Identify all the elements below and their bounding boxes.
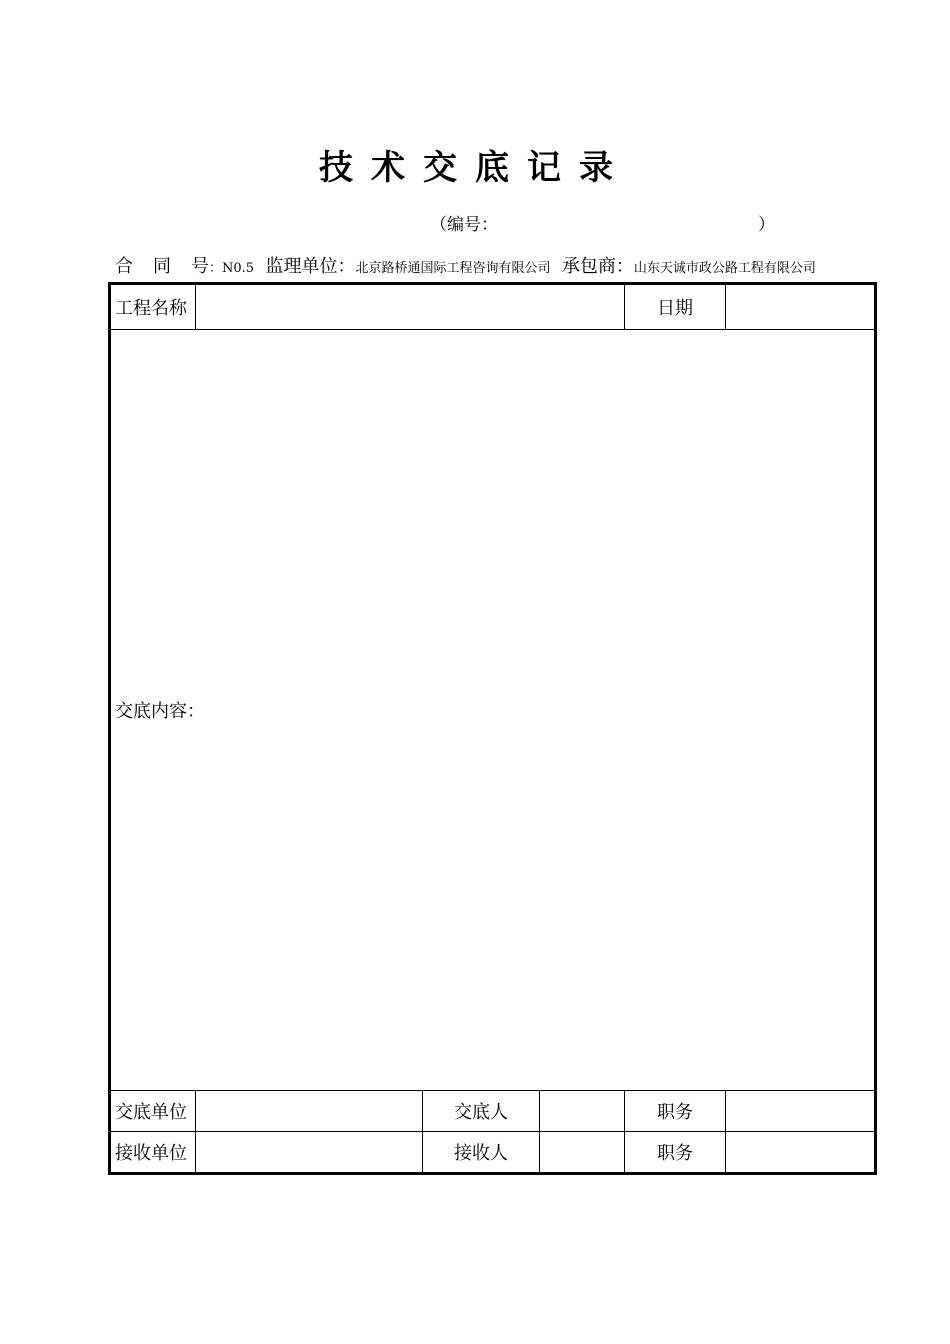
contract-number-label: 合 同 号 — [115, 256, 209, 277]
receiver-person-label: 接收人 — [423, 1132, 540, 1174]
project-name-label: 工程名称 — [110, 284, 196, 330]
issuer-person-label: 交底人 — [423, 1091, 540, 1132]
header-info-line — [115, 252, 875, 278]
table-row — [110, 1132, 876, 1174]
table-row — [110, 330, 876, 1091]
issuer-position-field[interactable] — [726, 1091, 876, 1132]
serial-number-close: ） — [758, 215, 775, 235]
issuer-position-label: 职务 — [625, 1091, 726, 1132]
table-row — [110, 284, 876, 330]
receiver-unit-field[interactable] — [196, 1132, 423, 1174]
issuer-person-field[interactable] — [540, 1091, 625, 1132]
contractor-label: 承包商： — [561, 256, 634, 277]
receiver-person-field[interactable] — [540, 1132, 625, 1174]
contract-colon: ： — [209, 261, 223, 276]
serial-number-label: （编号： — [430, 215, 498, 235]
contractor-value: 山东天诚市政公路工程有限公司 — [633, 261, 816, 276]
supervisor-value: 北京路桥通国际工程咨询有限公司 — [355, 261, 551, 276]
contract-number-value: N0.5 — [222, 261, 255, 276]
receiver-unit-label: 接收单位 — [110, 1132, 196, 1174]
issuer-unit-label: 交底单位 — [110, 1091, 196, 1132]
supervisor-label: 监理单位： — [265, 256, 356, 277]
issuer-unit-field[interactable] — [196, 1091, 423, 1132]
project-name-field[interactable] — [196, 284, 625, 330]
date-label: 日期 — [625, 284, 726, 330]
receiver-position-label: 职务 — [625, 1132, 726, 1174]
content-label: 交底内容： — [115, 701, 205, 722]
document-title: 技术交底记录 — [319, 148, 631, 188]
receiver-position-field[interactable] — [726, 1132, 876, 1174]
date-field[interactable] — [726, 284, 876, 330]
content-field[interactable] — [110, 330, 876, 1091]
table-row — [110, 1091, 876, 1132]
disclosure-form-table — [108, 282, 877, 1175]
